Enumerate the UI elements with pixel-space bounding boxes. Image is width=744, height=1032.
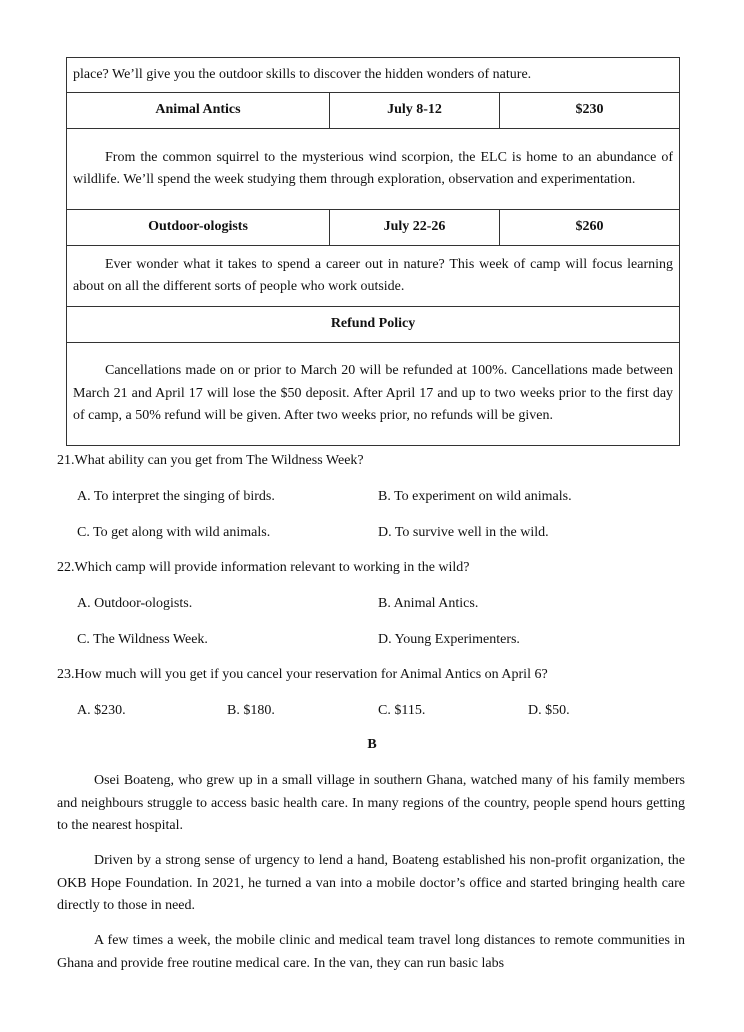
question-23: 23.How much will you get if you cancel your reservation for Animal Antics on April 6? (57, 667, 548, 682)
camp-name: Outdoor-ologists (67, 210, 330, 246)
camp-description-row (67, 129, 680, 210)
camp-description: From the common squirrel to the mysterious wind scorpion, the ELC is home to an abundance of wildlife. We’ll spend the week studying them through exploration, observation and experimentation. (73, 149, 674, 187)
option-23-c[interactable]: C. $115. (378, 703, 426, 718)
option-21-d[interactable]: D. To survive well in the wild. (378, 525, 549, 540)
option-22-b[interactable]: B. Animal Antics. (378, 596, 479, 611)
option-21-b[interactable]: B. To experiment on wild animals. (378, 489, 572, 504)
camp-price: $260 (500, 210, 680, 246)
camp-dates: July 22-26 (330, 210, 500, 246)
option-23-a[interactable]: A. $230. (77, 703, 126, 718)
intro-line: place? We’ll give you the outdoor skills to discover the hidden wonders of nature. (67, 58, 680, 93)
camp-description: Ever wonder what it takes to spend a career out in nature? This week of camp will focus learning about on all the different sorts of people who work outside. (73, 256, 674, 294)
table-row-intro (67, 58, 680, 93)
camp-price: $230 (500, 93, 680, 129)
section-b-heading: B (367, 737, 377, 752)
passage-paragraph-3: A few times a week, the mobile clinic and medical team travel long distances to remote communities in Ghana and provide free routine medical care. In the van, they can run basic labs (57, 933, 685, 971)
option-23-b[interactable]: B. $180. (227, 703, 275, 718)
option-21-a[interactable]: A. To interpret the singing of birds. (77, 489, 275, 504)
option-21-c[interactable]: C. To get along with wild animals. (77, 525, 271, 540)
option-22-c[interactable]: C. The Wildness Week. (77, 632, 208, 647)
refund-title: Refund Policy (67, 307, 680, 343)
option-23-d[interactable]: D. $50. (528, 703, 570, 718)
camp-header-row (67, 93, 680, 129)
camp-schedule-table (66, 57, 680, 446)
camp-description-row (67, 246, 680, 307)
camp-name: Animal Antics (67, 93, 330, 129)
refund-text: Cancellations made on or prior to March 20 will be refunded at 100%. Cancellations made between March 21 and April 17 will lose the $50 deposit. After April 17 and up to two weeks prior to the first day of camp, a 50% refund will be given. After two weeks prior, no refunds will be given. (73, 363, 674, 424)
passage-paragraph-1: Osei Boateng, who grew up in a small village in southern Ghana, watched many of his family members and neighbours struggle to access basic health care. In many regions of the country, people spend hours getting to the nearest hospital. (57, 773, 685, 833)
refund-text-row (67, 343, 680, 446)
camp-header-row (67, 210, 680, 246)
question-22: 22.Which camp will provide information relevant to working in the wild? (57, 560, 470, 575)
camp-dates: July 8-12 (330, 93, 500, 129)
question-21: 21.What ability can you get from The Wildness Week? (57, 453, 364, 468)
option-22-a[interactable]: A. Outdoor-ologists. (77, 596, 193, 611)
passage-paragraph-2: Driven by a strong sense of urgency to lend a hand, Boateng established his non-profit organization, the OKB Hope Foundation. In 2021, he turned a van into a mobile doctor’s office and started bringing health care directly to those in need. (57, 853, 685, 913)
refund-header-row (67, 307, 680, 343)
option-22-d[interactable]: D. Young Experimenters. (378, 632, 520, 647)
